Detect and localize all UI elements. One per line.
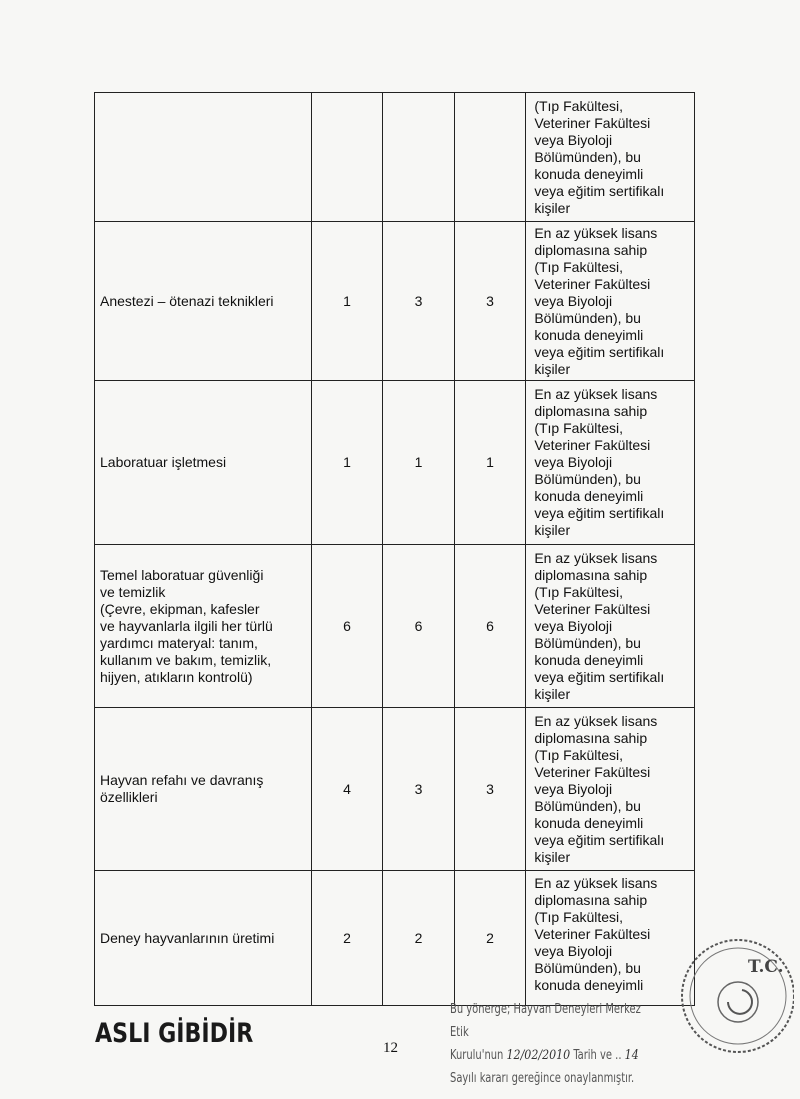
requirement-cell: En az yüksek lisans diplomasına sahip (Tıp Fakültesi, Veteriner Fakültesi veya Biyoloji Bölümünden), bu konuda deneyimli veya eğitim sertifikalı kişiler xyxy=(526,545,695,708)
training-table xyxy=(94,92,695,1006)
table-row xyxy=(95,708,695,871)
approval-line-3: Sayılı kararı gereğince onaylanmıştır. xyxy=(450,1071,635,1086)
hours-cell-2: 3 xyxy=(383,222,455,381)
hours-cell-3: 3 xyxy=(454,708,526,871)
official-seal-icon xyxy=(668,930,794,1056)
requirement-cell: En az yüksek lisans diplomasına sahip (Tıp Fakültesi, Veteriner Fakültesi veya Biyoloji Bölümünden), bu konuda deneyimli veya eğitim sertifikalı kişiler xyxy=(526,222,695,381)
table-row xyxy=(95,93,695,222)
hours-cell-2: 2 xyxy=(383,871,455,1006)
approval-line-2-prefix: Kurulu'nun xyxy=(450,1048,504,1063)
approval-decision-number: 14 xyxy=(624,1048,639,1063)
approval-stamp xyxy=(450,998,646,1090)
table-row xyxy=(95,222,695,381)
hours-cell-3: 1 xyxy=(454,381,526,545)
hours-cell-1 xyxy=(311,93,383,222)
hours-cell-3: 3 xyxy=(454,222,526,381)
hours-cell-2: 6 xyxy=(383,545,455,708)
hours-cell-2: 1 xyxy=(383,381,455,545)
approval-line-2-mid: Tarih ve .. xyxy=(573,1048,622,1063)
hours-cell-1: 1 xyxy=(311,381,383,545)
hours-cell-1: 2 xyxy=(311,871,383,1006)
topic-cell: Hayvan refahı ve davranış özellikleri xyxy=(95,708,312,871)
requirement-cell: (Tıp Fakültesi, Veteriner Fakültesi veya Biyoloji Bölümünden), bu konuda deneyimli veya eğitim sertifikalı kişiler xyxy=(526,93,695,222)
table-row xyxy=(95,381,695,545)
requirement-cell: En az yüksek lisans diplomasına sahip (Tıp Fakültesi, Veteriner Fakültesi veya Biyoloji Bölümünden), bu konuda deneyimli xyxy=(526,871,695,1006)
approval-line-2 xyxy=(450,1044,646,1067)
table-row xyxy=(95,871,695,1006)
hours-cell-3: 6 xyxy=(454,545,526,708)
table-row xyxy=(95,545,695,708)
seal-text: T.C. xyxy=(748,957,784,977)
hours-cell-1: 1 xyxy=(311,222,383,381)
topic-cell: Temel laboratuar güvenliği ve temizlik (Çevre, ekipman, kafesler ve hayvanlarla ilgili her türlü yardımcı materyal: tanım, kullanım ve bakım, temizlik, hijyen, atıkların kontrolü) xyxy=(95,545,312,708)
topic-cell: Anestezi – ötenazi teknikleri xyxy=(95,222,312,381)
approval-line-1: Bu yönerge; Hayvan Deneyleri Merkez Etik xyxy=(450,1002,641,1040)
topic-cell: Deney hayvanlarının üretimi xyxy=(95,871,312,1006)
hours-cell-2: 3 xyxy=(383,708,455,871)
requirement-cell: En az yüksek lisans diplomasına sahip (Tıp Fakültesi, Veteriner Fakültesi veya Biyoloji Bölümünden), bu konuda deneyimli veya eğitim sertifikalı kişiler xyxy=(526,708,695,871)
hours-cell-1: 6 xyxy=(311,545,383,708)
certified-copy-stamp: ASLI GİBİDİR xyxy=(95,1018,254,1049)
hours-cell-3: 2 xyxy=(454,871,526,1006)
hours-cell-3 xyxy=(454,93,526,222)
topic-cell xyxy=(95,93,312,222)
approval-date: 12/02/2010 xyxy=(506,1048,571,1063)
topic-cell: Laboratuar işletmesi xyxy=(95,381,312,545)
hours-cell-2 xyxy=(383,93,455,222)
page-number: 12 xyxy=(383,1040,398,1056)
hours-cell-1: 4 xyxy=(311,708,383,871)
requirement-cell: En az yüksek lisans diplomasına sahip (Tıp Fakültesi, Veteriner Fakültesi veya Biyoloji Bölümünden), bu konuda deneyimli veya eğitim sertifikalı kişiler xyxy=(526,381,695,545)
